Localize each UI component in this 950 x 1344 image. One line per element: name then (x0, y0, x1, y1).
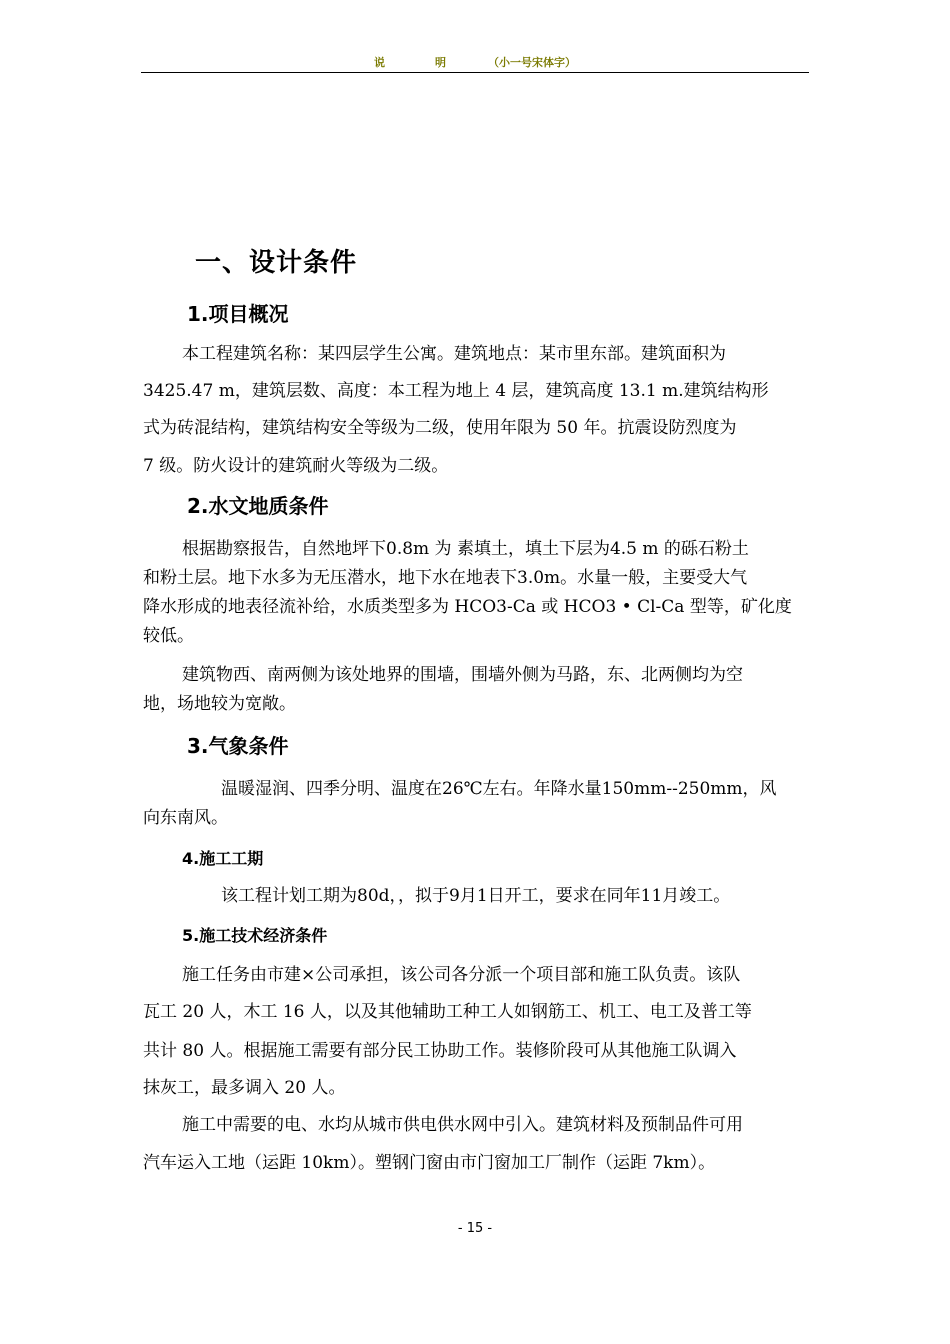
s5-title: 5.施工技术经济条件 (182, 926, 328, 945)
header-part-2: 明 (435, 56, 446, 69)
s1-line-2: 3425.47 m，建筑层数、高度：本工程为地上 4 层，建筑高度 13.1 m.建筑结构形 (143, 381, 769, 401)
section-title: 一、设计条件 (195, 248, 358, 278)
s1-line-3: 式为砖混结构，建筑结构安全等级为二级，使用年限为 50 年。抗震设防烈度为 (143, 418, 737, 438)
s1-line-4: 7 级。防火设计的建筑耐火等级为二级。 (143, 456, 449, 476)
s4-line: 该工程计划工期为80d，，拟于9月1日开工，要求在同年11月竣工。 (221, 886, 731, 906)
page-number: - 15 - (457, 1221, 493, 1236)
s2-p1-line-1: 根据勘察报告，自然地坪下0.8m 为 素填土，填土下层为4.5 m 的砾石粉土 (182, 539, 749, 559)
s5-p2-line-2: 汽车运入工地（运距 10km）。塑钢门窗由市门窗加工厂制作（运距 7km）。 (143, 1153, 716, 1173)
s4-title: 4.施工工期 (182, 849, 264, 868)
s5-p1-line-3: 共计 80 人。根据施工需要有部分民工协助工作。装修阶段可从其他施工队调入 (143, 1041, 737, 1061)
page-header (141, 56, 809, 73)
s3-title: 3.气象条件 (187, 734, 289, 758)
s5-p2-line-1: 施工中需要的电、水均从城市供电供水网中引入。建筑材料及预制品件可用 (182, 1115, 743, 1135)
s2-p2-line-1: 建筑物西、南两侧为该处地界的围墙，围墙外侧为马路，东、北两侧均为空 (182, 665, 743, 685)
s2-p1-line-3: 降水形成的地表径流补给，水质类型多为 HCO3-Ca 或 HCO3 • Cl-Ca 型等，矿化度 (143, 597, 792, 617)
s2-p1-line-4: 较低。 (143, 626, 194, 646)
s1-title: 1.项目概况 (187, 302, 289, 326)
s2-title: 2.水文地质条件 (187, 494, 329, 518)
s5-p1-line-2: 瓦工 20 人，木工 16 人，以及其他辅助工种工人如钢筋工、机工、电工及普工等 (143, 1002, 752, 1022)
header-part-1: 说 (374, 56, 385, 69)
s5-p1-line-1: 施工任务由市建×公司承担，该公司各分派一个项目部和施工队负责。该队 (182, 965, 741, 985)
s2-p2-line-2: 地，场地较为宽敞。 (143, 694, 296, 714)
s2-p1-line-2: 和粉土层。地下水多为无压潜水，地下水在地表下3.0m。水量一般，主要受大气 (143, 568, 748, 588)
s5-p1-line-4: 抹灰工，最多调入 20 人。 (143, 1078, 346, 1098)
s3-line-2: 向东南风。 (143, 808, 228, 828)
s1-line-1: 本工程建筑名称：某四层学生公寓。建筑地点：某市里东部。建筑面积为 (182, 344, 726, 364)
header-part-3: （小一号宋体字） (488, 56, 576, 69)
s3-line-1: 温暖湿润、四季分明、温度在26℃左右。年降水量150mm--250mm，风 (221, 779, 777, 799)
